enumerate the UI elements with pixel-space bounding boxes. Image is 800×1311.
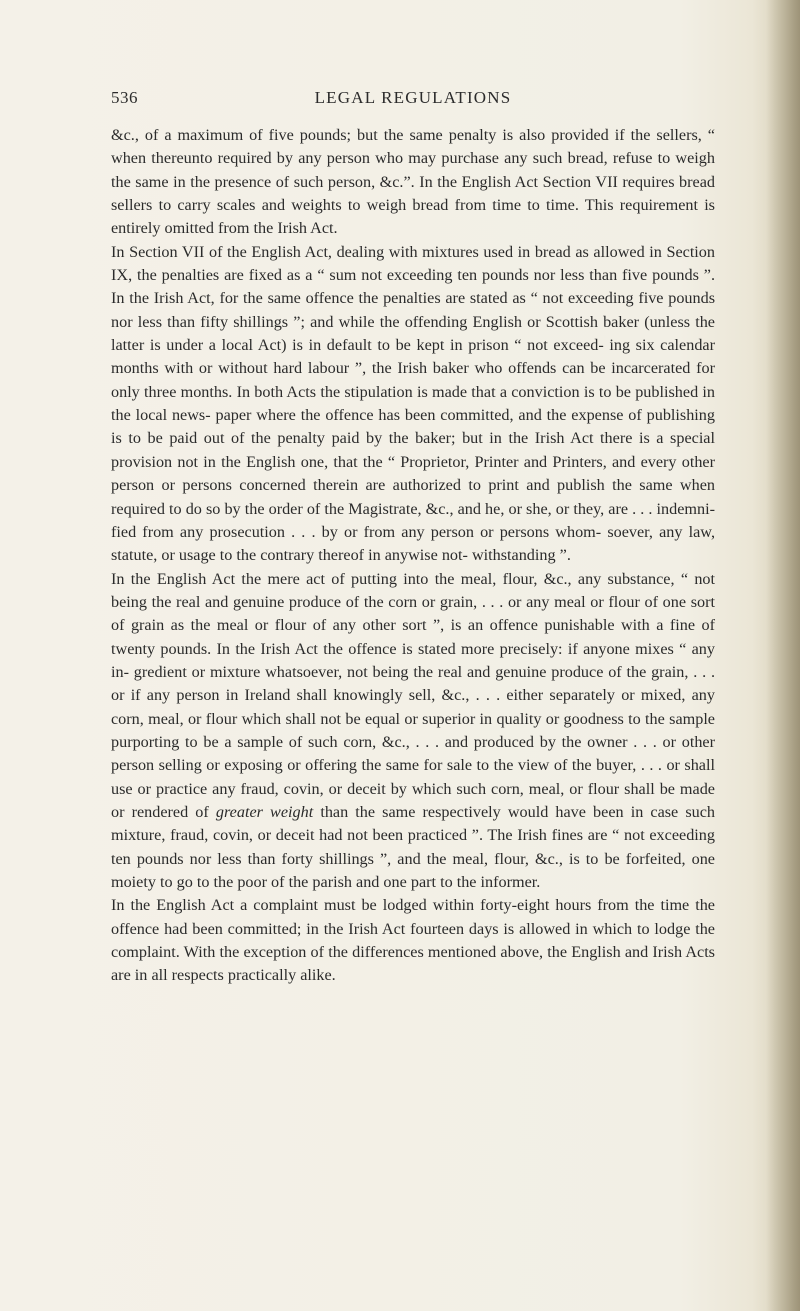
paragraph-4: In the English Act a complaint must be lodged within forty-eight hours from the time the offence had been committed; in the Irish Act fourteen days is allowed in which to lodge the complaint. With the exception of the differences mentioned above, the English and Irish Acts are in all respects practically alike. [111, 896, 715, 985]
paragraph-3-text-before: In the English Act the mere act of putting into the meal, flour, &c., any substance, “ not being the real and genuine produce of the corn or grain, . . . or any meal or flour of one sort of grain as the meal or flour of any other sort ”, is an offence punishable with a fine of twenty pounds. In the Irish Act the offence is stated more precisely: if anyone mixes “ any in- gredient or mixture whatsoever, not being the real and genuine produce of the grain, . . . or if any person in Ireland shall knowingly sell, &c., . . . either separately or mixed, any corn, meal, or flour which shall not be equal or superior in quality or goodness to the sample purporting to be a sample of such corn, &c., . . . and produced by the owner . . . or other person selling or exposing or offering the same for sale to the view of the buyer, . . . or shall use or practice any fraud, covin, or deceit by which such corn, meal, or flour shall be made or rendered of [111, 569, 715, 821]
running-head: LEGAL REGULATIONS [314, 88, 512, 107]
page-edge-shadow [766, 0, 800, 1311]
paragraph-1: &c., of a maximum of five pounds; but the same penalty is also provided if the sellers, “ when thereunto required by any person who may purchase any such bread, refuse to weigh the same in the presence of such person, &c.”. In the English Act Section VII requires bread sellers to carry scales and weights to weigh bread from time to time. This requirement is entirely omitted from the Irish Act. [111, 126, 715, 238]
page-number: 536 [111, 88, 138, 107]
body-text [111, 124, 715, 988]
paragraph-3-text-after: than the same respectively would have been in case such mixture, fraud, covin, or deceit had not been practiced ”. The Irish fines are “ not exceeding ten pounds nor less than forty shillings ”, and the meal, flour, &c., is to be forfeited, one moiety to go to the poor of the parish and one part to the informer. [111, 802, 716, 891]
paragraph-3 [111, 568, 715, 895]
paragraph-3-emphasis: greater weight [215, 802, 314, 821]
page-header [111, 88, 715, 114]
paragraph-2: In Section VII of the English Act, dealing with mixtures used in bread as allowed in Section IX, the penalties are fixed as a “ sum not exceeding ten pounds nor less than five pounds ”. In the Irish Act, for the same offence the penalties are stated as “ not exceeding five pounds nor less than fifty shillings ”; and while the offending English or Scottish baker (unless the latter is under a local Act) is in default to be kept in prison “ not exceed- ing six calendar months with or without hard labour ”, the Irish baker who offends can be incarcerated for only three months. In both Acts the stipulation is made that a conviction is to be published in the local news- paper where the offence has been committed, and the expense of publishing is to be paid out of the penalty paid by the baker; but in the Irish Act there is a special provision not in the English one, that the “ Proprietor, Printer and Printers, and every other person or persons concerned therein are authorized to print and publish the same when required to do so by the order of the Magistrate, &c., and he, or she, or they, are . . . indemni- fied from any prosecution . . . by or from any person or persons whom- soever, any law, statute, or usage to the contrary thereof in anywise not- withstanding ”. [111, 242, 715, 565]
